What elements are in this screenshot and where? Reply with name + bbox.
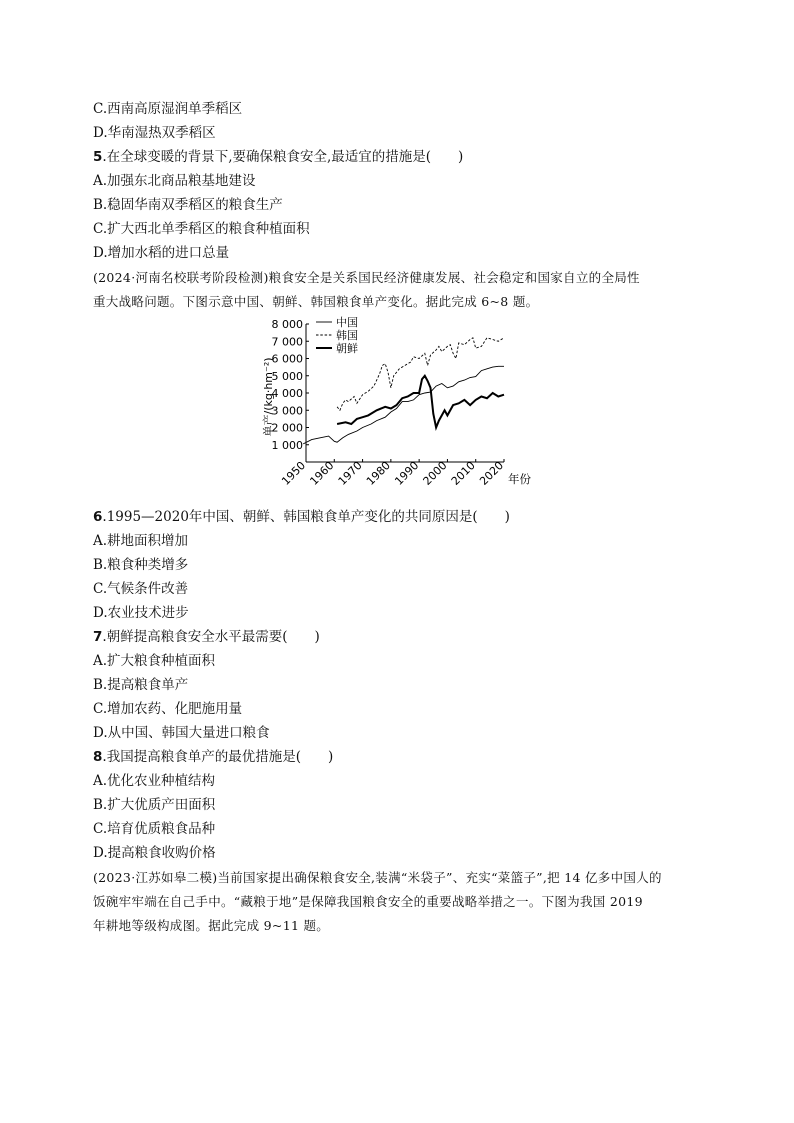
q6-option-a: A.耕地面积增加 [93, 533, 189, 549]
x-tick-labels [279, 459, 506, 488]
q5-stem: .在全球变暖的背景下,要确保粮食安全,最适宜的措施是( ) [102, 149, 464, 165]
intro-2-line-3: 年耕地等级构成图。据此完成 9~11 题。 [93, 918, 330, 933]
legend-label: 中国 [336, 316, 358, 329]
q7-option-a: A.扩大粮食种植面积 [93, 653, 216, 669]
legend-label: 朝鲜 [336, 342, 358, 355]
q8-option-c: C.培育优质粮食品种 [93, 821, 216, 837]
q6-number: 6 [93, 509, 103, 525]
q6-option-b: B.粮食种类增多 [93, 557, 189, 573]
q7-option-d: D.从中国、韩国大量进口粮食 [93, 725, 270, 741]
x-tick-label: 2000 [420, 458, 450, 488]
series-line-中国 [303, 366, 504, 444]
q7-stem: .朝鲜提高粮食安全水平最需要( ) [102, 629, 320, 645]
x-axis-suffix: 年份 [508, 472, 531, 486]
x-tick-label: 1970 [335, 458, 365, 488]
q5-option-a: A.加强东北商品粮基地建设 [93, 173, 256, 189]
q5-option-d: D.增加水稻的进口总量 [93, 245, 230, 261]
x-tick-label: 2020 [477, 458, 507, 488]
intro-1-line-2: 重大战略问题。下图示意中国、朝鲜、韩国粮食单产变化。据此完成 6~8 题。 [93, 294, 539, 309]
q6-stem-line [93, 507, 510, 527]
y-tick-label: 7 000 [271, 335, 303, 349]
intro-paragraph-2 [93, 866, 705, 938]
intro-paragraph-1 [93, 266, 705, 314]
intro-2-line-2: 饭碗牢牢端在自己手中。“藏粮于地”是保障我国粮食安全的重要战略举措之一。下图为我国 2019 [93, 894, 643, 909]
q7-number: 7 [93, 629, 103, 645]
q5-option-b: B.稳固华南双季稻区的粮食生产 [93, 197, 283, 213]
intro-1-line-1: (2024·河南名校联考阶段检测)粮食安全是关系国民经济健康发展、社会稳定和国家自立的全局性 [93, 270, 640, 285]
q8-option-a: A.优化农业种植结构 [93, 773, 216, 789]
series-line-韩国 [337, 338, 504, 411]
y-tick-labels [272, 318, 304, 452]
q7-option-b: B.提高粮食单产 [93, 677, 189, 693]
q8-option-d: D.提高粮食收购价格 [93, 845, 216, 861]
legend-label: 韩国 [336, 329, 358, 342]
q4-option-c: C.西南高原湿润单季稻区 [93, 101, 243, 117]
q6-stem: .1995—2020年中国、朝鲜、韩国粮食单产变化的共同原因是( ) [102, 509, 510, 525]
y-tick-label: 3 000 [271, 404, 303, 418]
q8-option-b: B.扩大优质产田面积 [93, 797, 216, 813]
q7-option-c: C.增加农药、化肥施用量 [93, 701, 243, 717]
intro-2-line-1: (2023·江苏如皋二模)当前国家提出确保粮食安全,装满“米袋子”、充实“菜篮子”,把 14 亿多中国人的 [93, 870, 662, 885]
x-tick-label: 1960 [307, 458, 337, 488]
x-tick-label: 2010 [448, 458, 478, 488]
yield-line-chart [250, 312, 550, 492]
q7-stem-line [93, 627, 320, 647]
series-line-朝鲜 [337, 376, 504, 428]
y-tick-label: 1 000 [271, 438, 303, 452]
q6-option-c: C.气候条件改善 [93, 581, 189, 597]
q8-number: 8 [93, 749, 103, 765]
q8-stem: .我国提高粮食单产的最优措施是( ) [102, 749, 334, 765]
q8-stem-line [93, 747, 333, 767]
chart-legend [316, 315, 358, 355]
chart-series [303, 338, 504, 444]
q6-option-d: D.农业技术进步 [93, 605, 189, 621]
y-tick-label: 6 000 [271, 352, 303, 366]
x-tick-label: 1990 [392, 458, 422, 488]
y-tick-label: 4 000 [271, 387, 303, 400]
q5-stem-line [93, 147, 463, 167]
q4-option-d: D.华南湿热双季稻区 [93, 125, 216, 141]
y-tick-label: 8 000 [271, 318, 303, 331]
x-tick-label: 1980 [363, 458, 393, 488]
y-tick-label: 2 000 [271, 421, 303, 435]
x-tick-label: 1950 [279, 458, 309, 488]
q5-option-c: C.扩大西北单季稻区的粮食种植面积 [93, 221, 310, 237]
q5-number: 5 [93, 149, 103, 165]
y-tick-label: 5 000 [271, 369, 303, 383]
y-axis-label: 单产/(kg·hm⁻²) [262, 357, 275, 437]
